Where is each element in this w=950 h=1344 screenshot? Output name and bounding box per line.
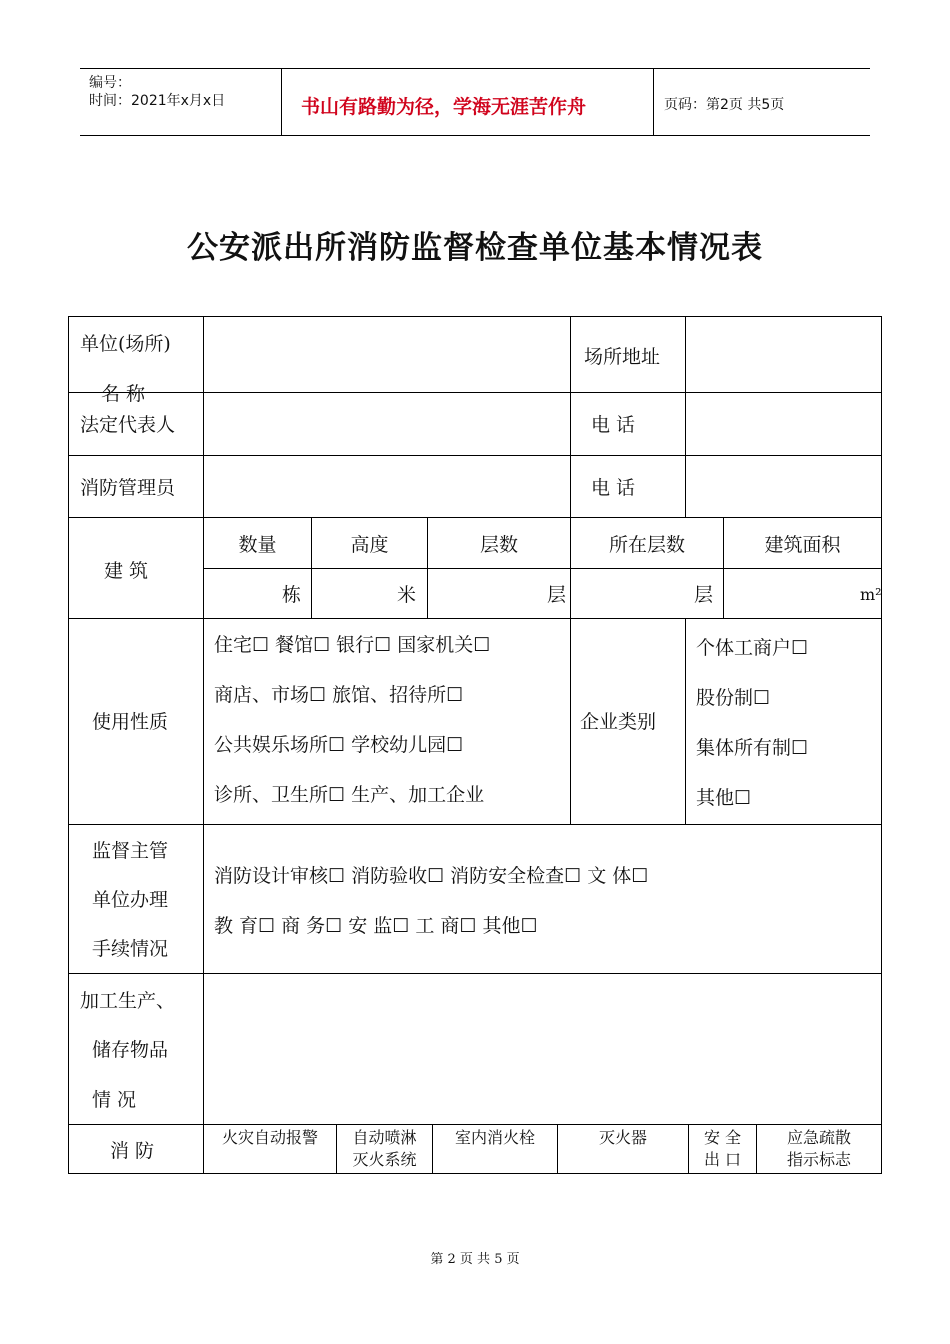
phone-field[interactable] <box>687 394 880 454</box>
address-label: 场所地址 <box>584 346 661 368</box>
building-col-height: 高度 <box>350 534 389 556</box>
phone-label: 电 话 <box>591 414 636 436</box>
legal-representative-field[interactable] <box>205 394 569 454</box>
storage-field[interactable] <box>205 975 880 1123</box>
building-col-quantity: 数量 <box>238 534 277 556</box>
enterprise-option-other[interactable]: 其他☐ <box>696 787 752 809</box>
unit-name-label: 单位(场所) <box>80 333 171 355</box>
legal-representative-label: 法定代表人 <box>80 414 176 436</box>
unit-floor: 层 <box>694 584 714 606</box>
phone-label-2: 电 话 <box>591 477 636 499</box>
usage-label: 使用性质 <box>92 711 169 733</box>
fire-col-sprinkler-line-1: 自动喷淋 <box>352 1128 417 1147</box>
supervision-label-line-3: 手续情况 <box>92 938 169 960</box>
phone-field-2[interactable] <box>687 457 880 516</box>
building-col-located-floor: 所在层数 <box>608 534 685 556</box>
page-indicator: 页码：第2页 共5页 <box>664 97 785 113</box>
supervision-label-line-1: 监督主管 <box>92 840 169 862</box>
enterprise-option-collective[interactable]: 集体所有制☐ <box>696 737 809 759</box>
enterprise-option-joint-stock[interactable]: 股份制☐ <box>696 687 771 709</box>
unit-buildings: 栋 <box>282 584 302 606</box>
usage-options-line-4[interactable]: 诊所、卫生所☐ 生产、加工企业 <box>214 784 485 806</box>
document-number-label: 编号： <box>89 75 131 91</box>
unit-name-field[interactable] <box>205 318 569 391</box>
page-title: 公安派出所消防监督检查单位基本情况表 <box>187 230 763 266</box>
fire-col-alarm: 火灾自动报警 <box>221 1128 318 1147</box>
unit-name-label-clip <box>69 370 203 405</box>
usage-options-line-3[interactable]: 公共娱乐场所☐ 学校幼儿园☐ <box>214 734 464 756</box>
storage-label-line-1: 加工生产、 <box>80 990 176 1012</box>
unit-name-label-second-line: 名 称 <box>101 383 146 405</box>
fire-col-extinguisher: 灭火器 <box>598 1128 647 1147</box>
storage-label-line-3: 情 况 <box>92 1089 137 1111</box>
storage-label-line-2: 储存物品 <box>92 1039 169 1061</box>
enterprise-option-individual[interactable]: 个体工商户☐ <box>696 637 809 659</box>
unit-floors: 层 <box>547 584 567 606</box>
fire-col-sprinkler-line-2: 灭火系统 <box>352 1150 417 1169</box>
building-label: 建 筑 <box>104 560 149 582</box>
fire-col-evacuation-line-1: 应急疏散 <box>786 1128 851 1147</box>
fire-facilities-label: 消 防 <box>110 1140 155 1162</box>
supervision-options-line-2[interactable]: 教 育☐ 商 务☐ 安 监☐ 工 商☐ 其他☐ <box>214 915 538 937</box>
address-field[interactable] <box>687 318 880 391</box>
supervision-label-line-2: 单位办理 <box>92 889 169 911</box>
fire-manager-label: 消防管理员 <box>80 477 176 499</box>
unit-square-meters: m² <box>860 585 882 604</box>
fire-manager-field[interactable] <box>205 457 569 516</box>
header-motto: 书山有路勤为径，学海无涯苦作舟 <box>301 96 587 118</box>
fire-col-exit-line-1: 安 全 <box>703 1128 742 1147</box>
page-footer: 第 2 页 共 5 页 <box>430 1252 520 1267</box>
usage-options-line-1[interactable]: 住宅☐ 餐馆☐ 银行☐ 国家机关☐ <box>214 634 491 656</box>
building-col-floors: 层数 <box>479 534 518 556</box>
fire-col-exit-line-2: 出 口 <box>703 1150 742 1169</box>
document-date-label: 时间：2021年x月x日 <box>89 93 226 109</box>
unit-meters: 米 <box>397 584 417 606</box>
fire-col-hydrant: 室内消火栓 <box>454 1128 535 1147</box>
enterprise-category-label: 企业类别 <box>580 711 657 733</box>
fire-col-evacuation-line-2: 指示标志 <box>786 1150 851 1169</box>
usage-options-line-2[interactable]: 商店、市场☐ 旅馆、招待所☐ <box>214 684 464 706</box>
building-col-area: 建筑面积 <box>764 534 841 556</box>
supervision-options-line-1[interactable]: 消防设计审核☐ 消防验收☐ 消防安全检查☐ 文 体☐ <box>214 865 649 887</box>
